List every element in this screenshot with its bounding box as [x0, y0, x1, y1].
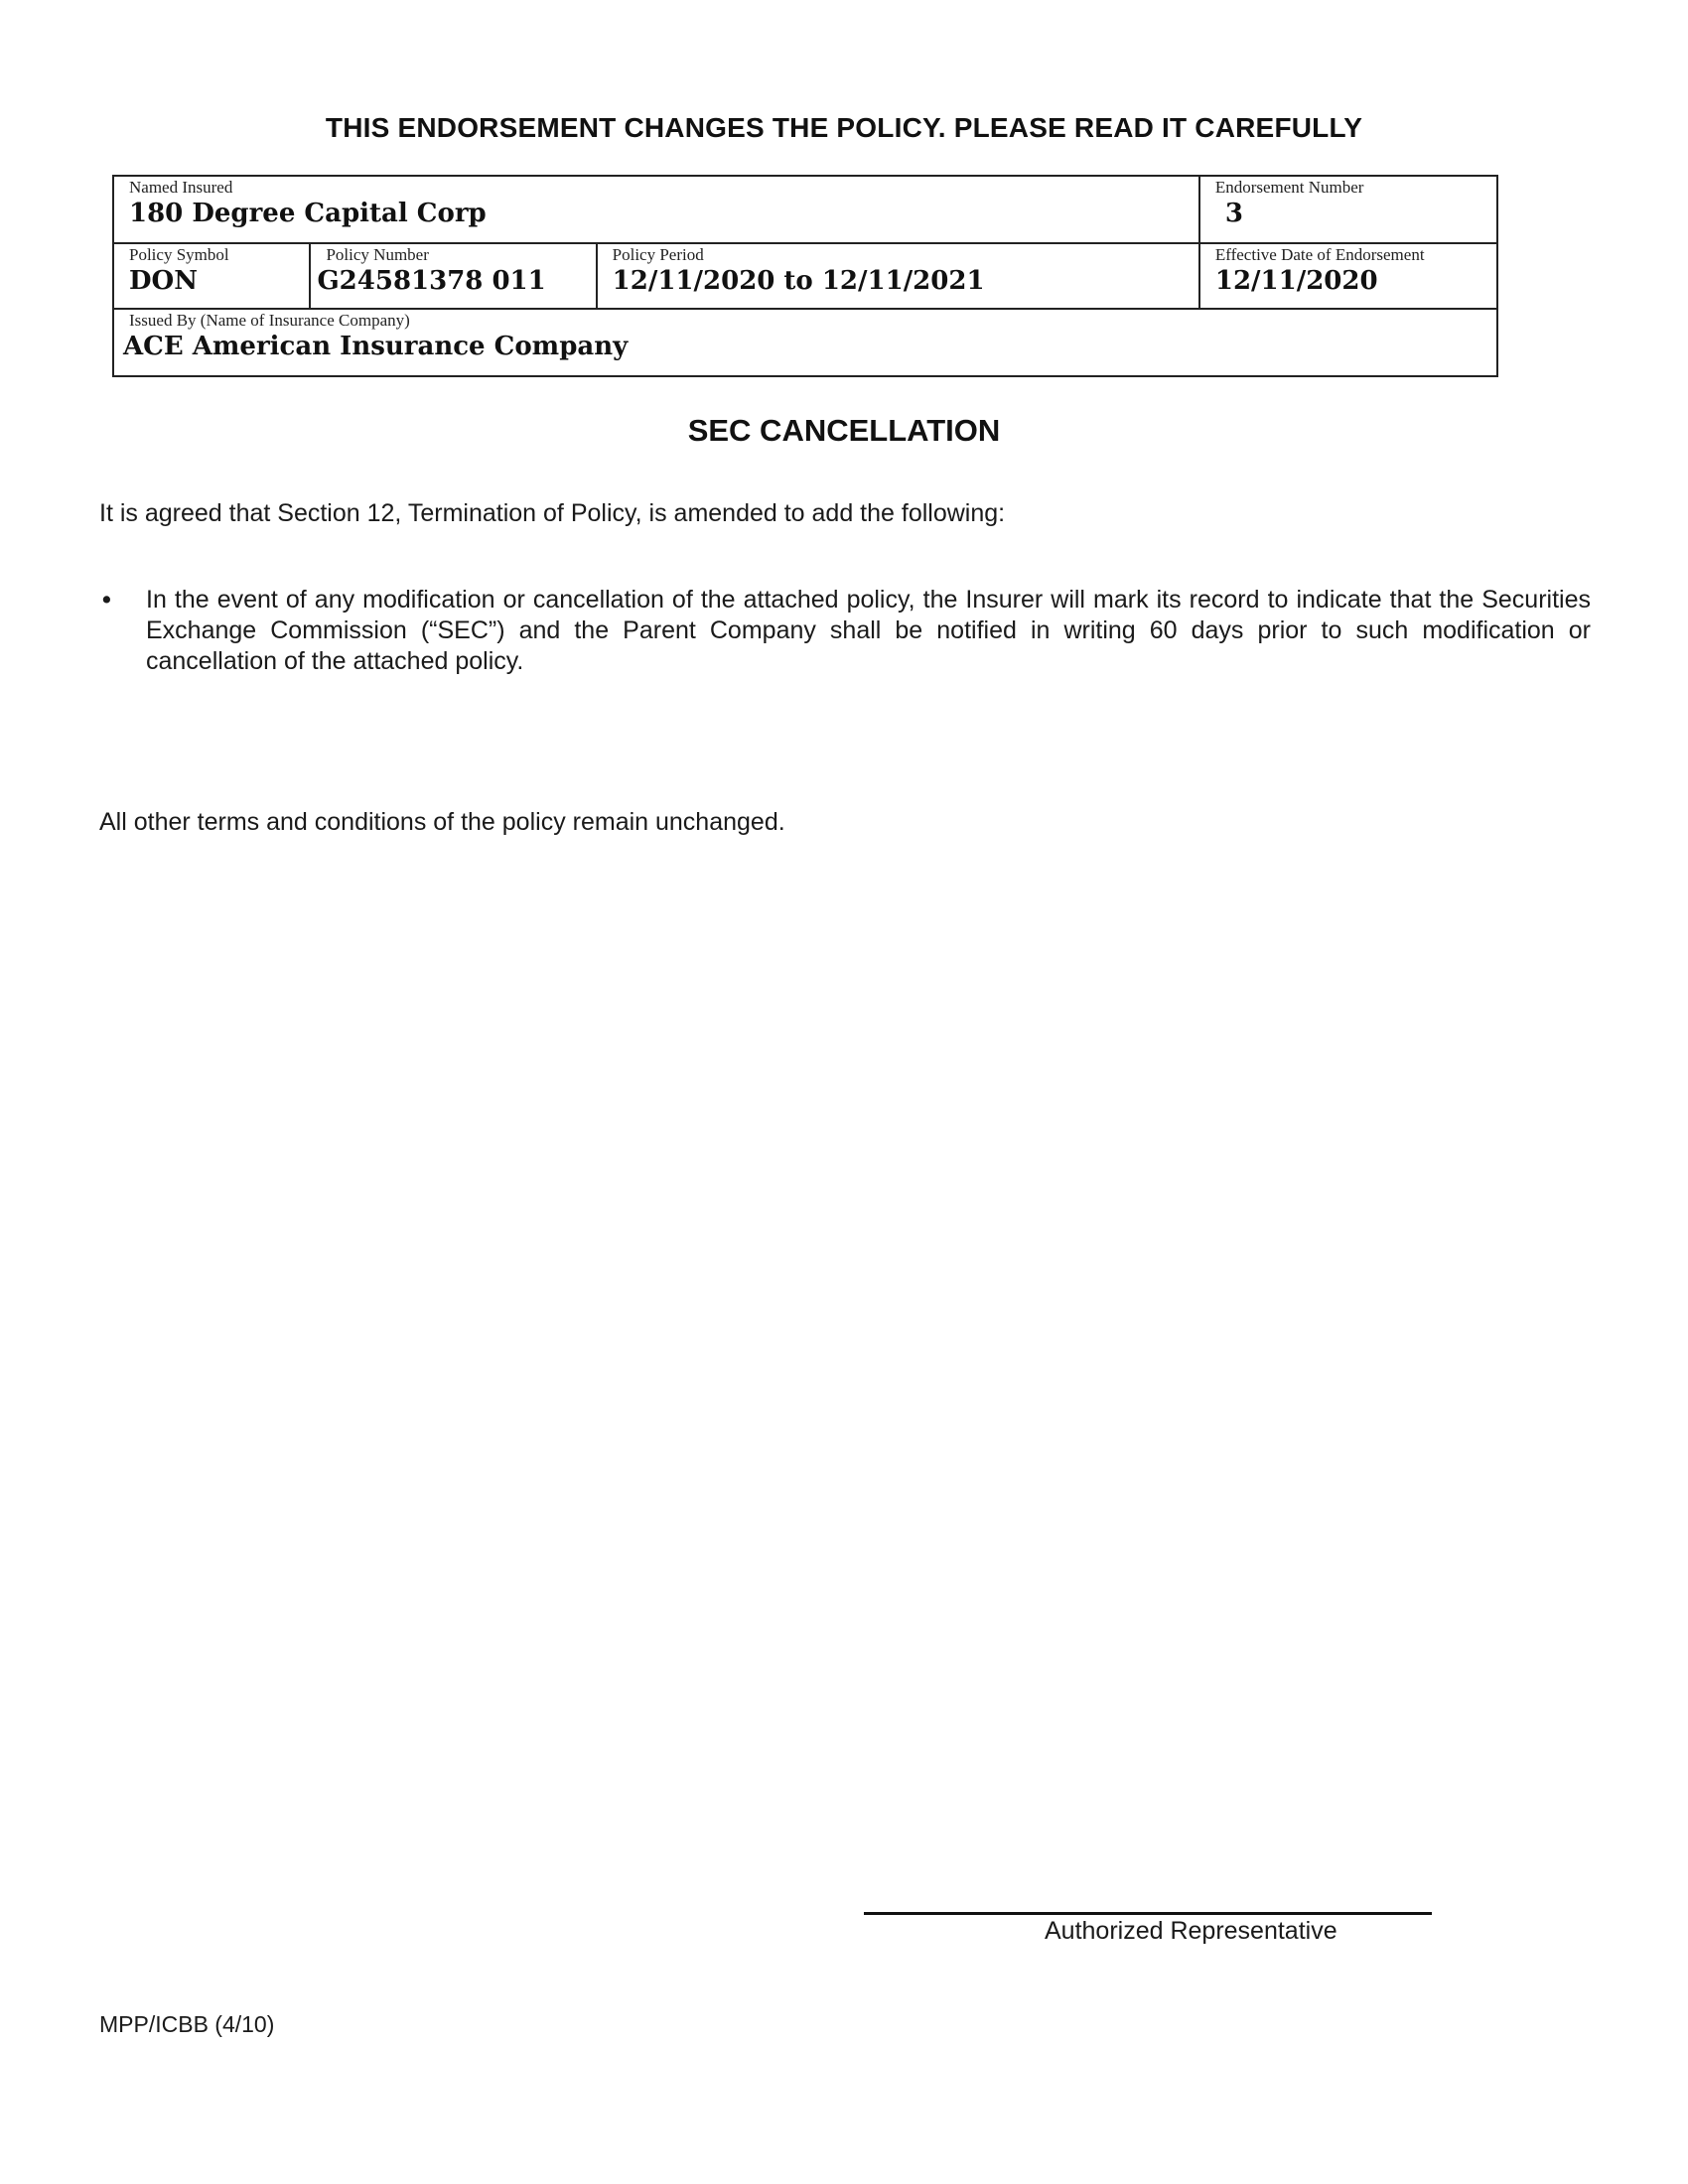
declarations-row-insured	[114, 177, 1496, 244]
policy-period-value: 12/11/2020 to 12/11/2021	[612, 266, 985, 296]
policy-number-cell	[311, 244, 597, 308]
intro-paragraph: It is agreed that Section 12, Termination of Policy, is amended to add the following:	[99, 499, 1006, 527]
policy-period-label: Policy Period	[612, 245, 704, 264]
policy-symbol-label: Policy Symbol	[129, 245, 229, 264]
effective-date-label: Effective Date of Endorsement	[1214, 245, 1425, 264]
effective-date-value: 12/11/2020	[1214, 266, 1378, 296]
named-insured-value: 180 Degree Capital Corp	[129, 199, 487, 228]
effective-date-cell	[1200, 244, 1496, 308]
issued-by-cell	[114, 310, 1496, 375]
issued-by-value: ACE American Insurance Company	[123, 332, 629, 361]
list-item	[99, 585, 1591, 677]
named-insured-cell	[114, 177, 1200, 242]
endorsement-number-value: 3	[1224, 199, 1243, 228]
form-code: MPP/ICBB (4/10)	[99, 2011, 275, 2037]
policy-symbol-cell	[114, 244, 311, 308]
endorsement-notice-heading: THIS ENDORSEMENT CHANGES THE POLICY. PLEASE READ IT CAREFULLY	[325, 112, 1363, 143]
policy-number-value: G24581378 011	[317, 266, 546, 296]
policy-period-cell	[598, 244, 1200, 308]
signature-line	[864, 1912, 1432, 1915]
endorsement-number-cell	[1200, 177, 1496, 242]
endorsement-title: SEC CANCELLATION	[687, 413, 1001, 448]
declarations-row-issuer	[114, 310, 1496, 375]
declarations-row-policy	[114, 244, 1496, 310]
policy-number-label: Policy Number	[326, 245, 429, 264]
issued-by-label: Issued By (Name of Insurance Company)	[129, 311, 410, 330]
endorsement-number-label: Endorsement Number	[1214, 178, 1364, 197]
bullet-icon: •	[99, 586, 114, 614]
policy-symbol-value: DON	[129, 266, 198, 296]
bullet-text: In the event of any modification or cancellation of the attached policy, the Insurer will mark its record to indicate that the Securities Exchange Commission (“SEC”) and the Parent Company shall be notified in writing 60 days prior to such modification or cancellation of the attached policy.	[146, 586, 1591, 675]
named-insured-label: Named Insured	[129, 178, 233, 197]
closing-paragraph: All other terms and conditions of the policy remain unchanged.	[99, 808, 785, 836]
signature-label: Authorized Representative	[1045, 1917, 1337, 1945]
declarations-table	[112, 175, 1498, 377]
